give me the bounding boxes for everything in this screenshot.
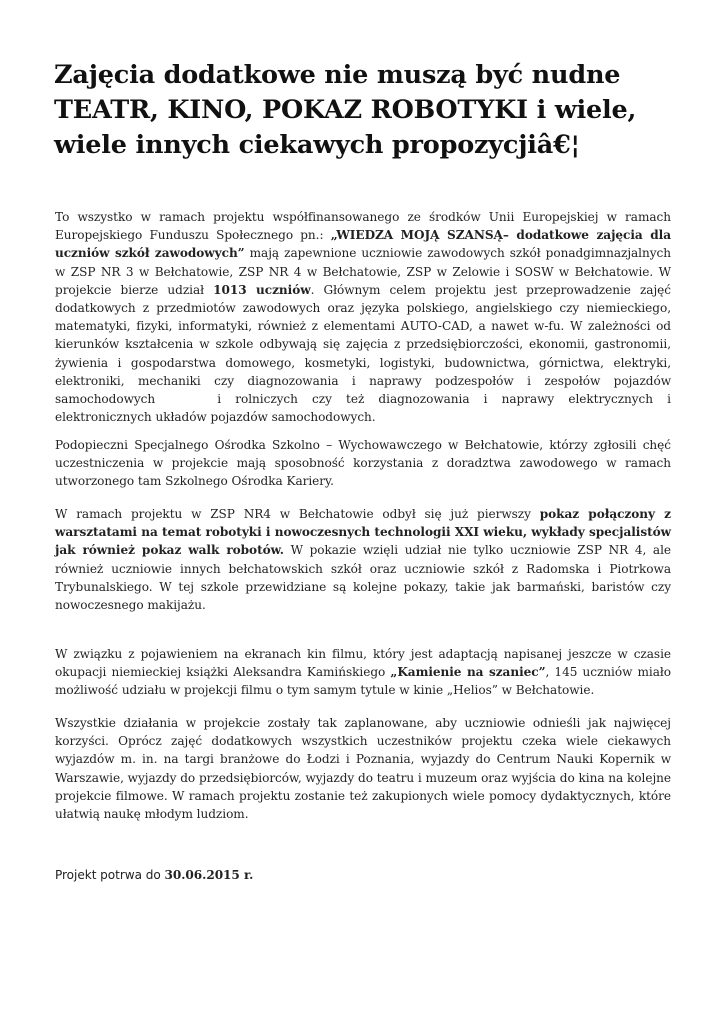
robotics-text-2: W pokazie wzięli udział nie tylko uczniowie ZSP NR 4, ale również uczniowie innych bełchatowskich szkół oraz uczniowie szkół z Radomska i Piotrkowa Trybunalskiego. W tej szkole przewidziane są kolejne pokazy, takie jak barmański, baristów czy nowoczesnego makijażu.: [55, 543, 671, 613]
end-date: 30.06.2015 r.: [164, 868, 254, 882]
title-line-2: TEATR, KINO, POKAZ ROBOTYKI i wiele,: [54, 95, 637, 125]
paragraph-sosw: [55, 436, 671, 491]
paragraph-film: [55, 645, 671, 700]
paragraph-robotics: [55, 505, 671, 614]
activities-text: Wszystkie działania w projekcie zostały tak zaplanowane, aby uczniowie odnieśli jak najwięcej korzyści. Oprócz zajęć dodatkowych wszystkich uczestników projektu czeka wiele ciekawych wyjazdów m. in. na targi branżowe do Łodzi i Poznania, wyjazdy do Centrum Nauki Kopernik w Warszawie, wyjazdy do przedsiębiorców, wyjazdy do teatru i muzeum oraz wyjścia do kina na kolejne projekcie filmowe. W ramach projektu zostanie też zakupionych wiele pomocy dydaktycznych, które ułatwią naukę młodym ludziom.: [55, 716, 671, 822]
intro-text-4: i rolniczych czy też diagnozowania i naprawy elektrycznych i elektronicznych układów pojazdów samochodowych.: [55, 392, 671, 425]
end-date-text: Projekt potrwa do: [55, 868, 165, 882]
film-title: „Kamienie na szaniec”: [390, 665, 546, 680]
paragraph-activities: [55, 714, 671, 823]
film-text-1: W związku z pojawieniem na ekranach kin filmu, który jest adaptacją napisanej jeszcze w czasie okupacji niemieckiej książki Aleksandra Kamińskiego: [55, 647, 671, 680]
paragraph-end-date: [55, 866, 671, 884]
robotics-text-1: W ramach projektu w ZSP NR4 w Bełchatowie odbył się już pierwszy: [55, 507, 540, 521]
article-title: [54, 58, 694, 163]
title-line-1: Zajęcia dodatkowe nie muszą być nudne: [54, 60, 621, 90]
intro-text-3: . Głównym celem projektu jest przeprowadzenie zajęć dodatkowych z przedmiotów zawodowych oraz języka polskiego, angielskiego czy niemieckiego, matematyki, fizyki, informatyki, również z elementami AUTO-CAD, a nawet w-fu. W zależności od kierunków kształcenia w szkole odbywają się zajęcia z przedsiębiorczości, ekonomii, gastronomii, żywienia i gospodarstwa domowego, kosmetyki, logistyki, budownictwa, górnictwa, elektryki, elektroniki, mechaniki czy diagnozowania i naprawy podzespołów i zespołów pojazdów samochodowych: [55, 282, 671, 407]
title-line-3: wiele innych ciekawych propozycjiâ€¦: [54, 130, 580, 160]
intro-text-2: mają zapewnione uczniowie zawodowych szkół ponadgimnazjalnych w ZSP NR 3 w Bełchatowie, ZSP NR 4 w Bełchatowie, ZSP w Zelowie i SOSW w Bełchatowie. W projekcie bierze udział: [55, 246, 671, 297]
project-name: „WIEDZA MOJĄ SZANSĄ– dodatkowe zajęcia dla uczniów szkół zawodowych”: [55, 228, 671, 261]
intro-text-1: To wszystko w ramach projektu współfinansowanego ze środków Unii Europejskiej w ramach Europejskiego Funduszu Społecznego pn.:: [55, 210, 671, 243]
sosw-text: Podopieczni Specjalnego Ośrodka Szkolno – Wychowawczego w Bełchatowie, którzy zgłosili chęć uczestniczenia w projekcie mają sposobność korzystania z doradztwa zawodowego w ramach utworzonego tam Szkolnego Ośrodka Kariery.: [55, 438, 671, 489]
students-count: 1013 uczniów: [213, 282, 311, 297]
paragraph-intro: [55, 208, 671, 426]
robotics-highlight: pokaz połączony z warsztatami na temat robotyki i nowoczesnych technologii XXI wieku, wykłady specjalistów jak również pokaz walk robotów.: [55, 507, 671, 558]
film-text-2: , 145 uczniów miało możliwość udziału w projekcji filmu o tym samym tytule w kinie „Helios” w Bełchatowie.: [55, 665, 672, 698]
